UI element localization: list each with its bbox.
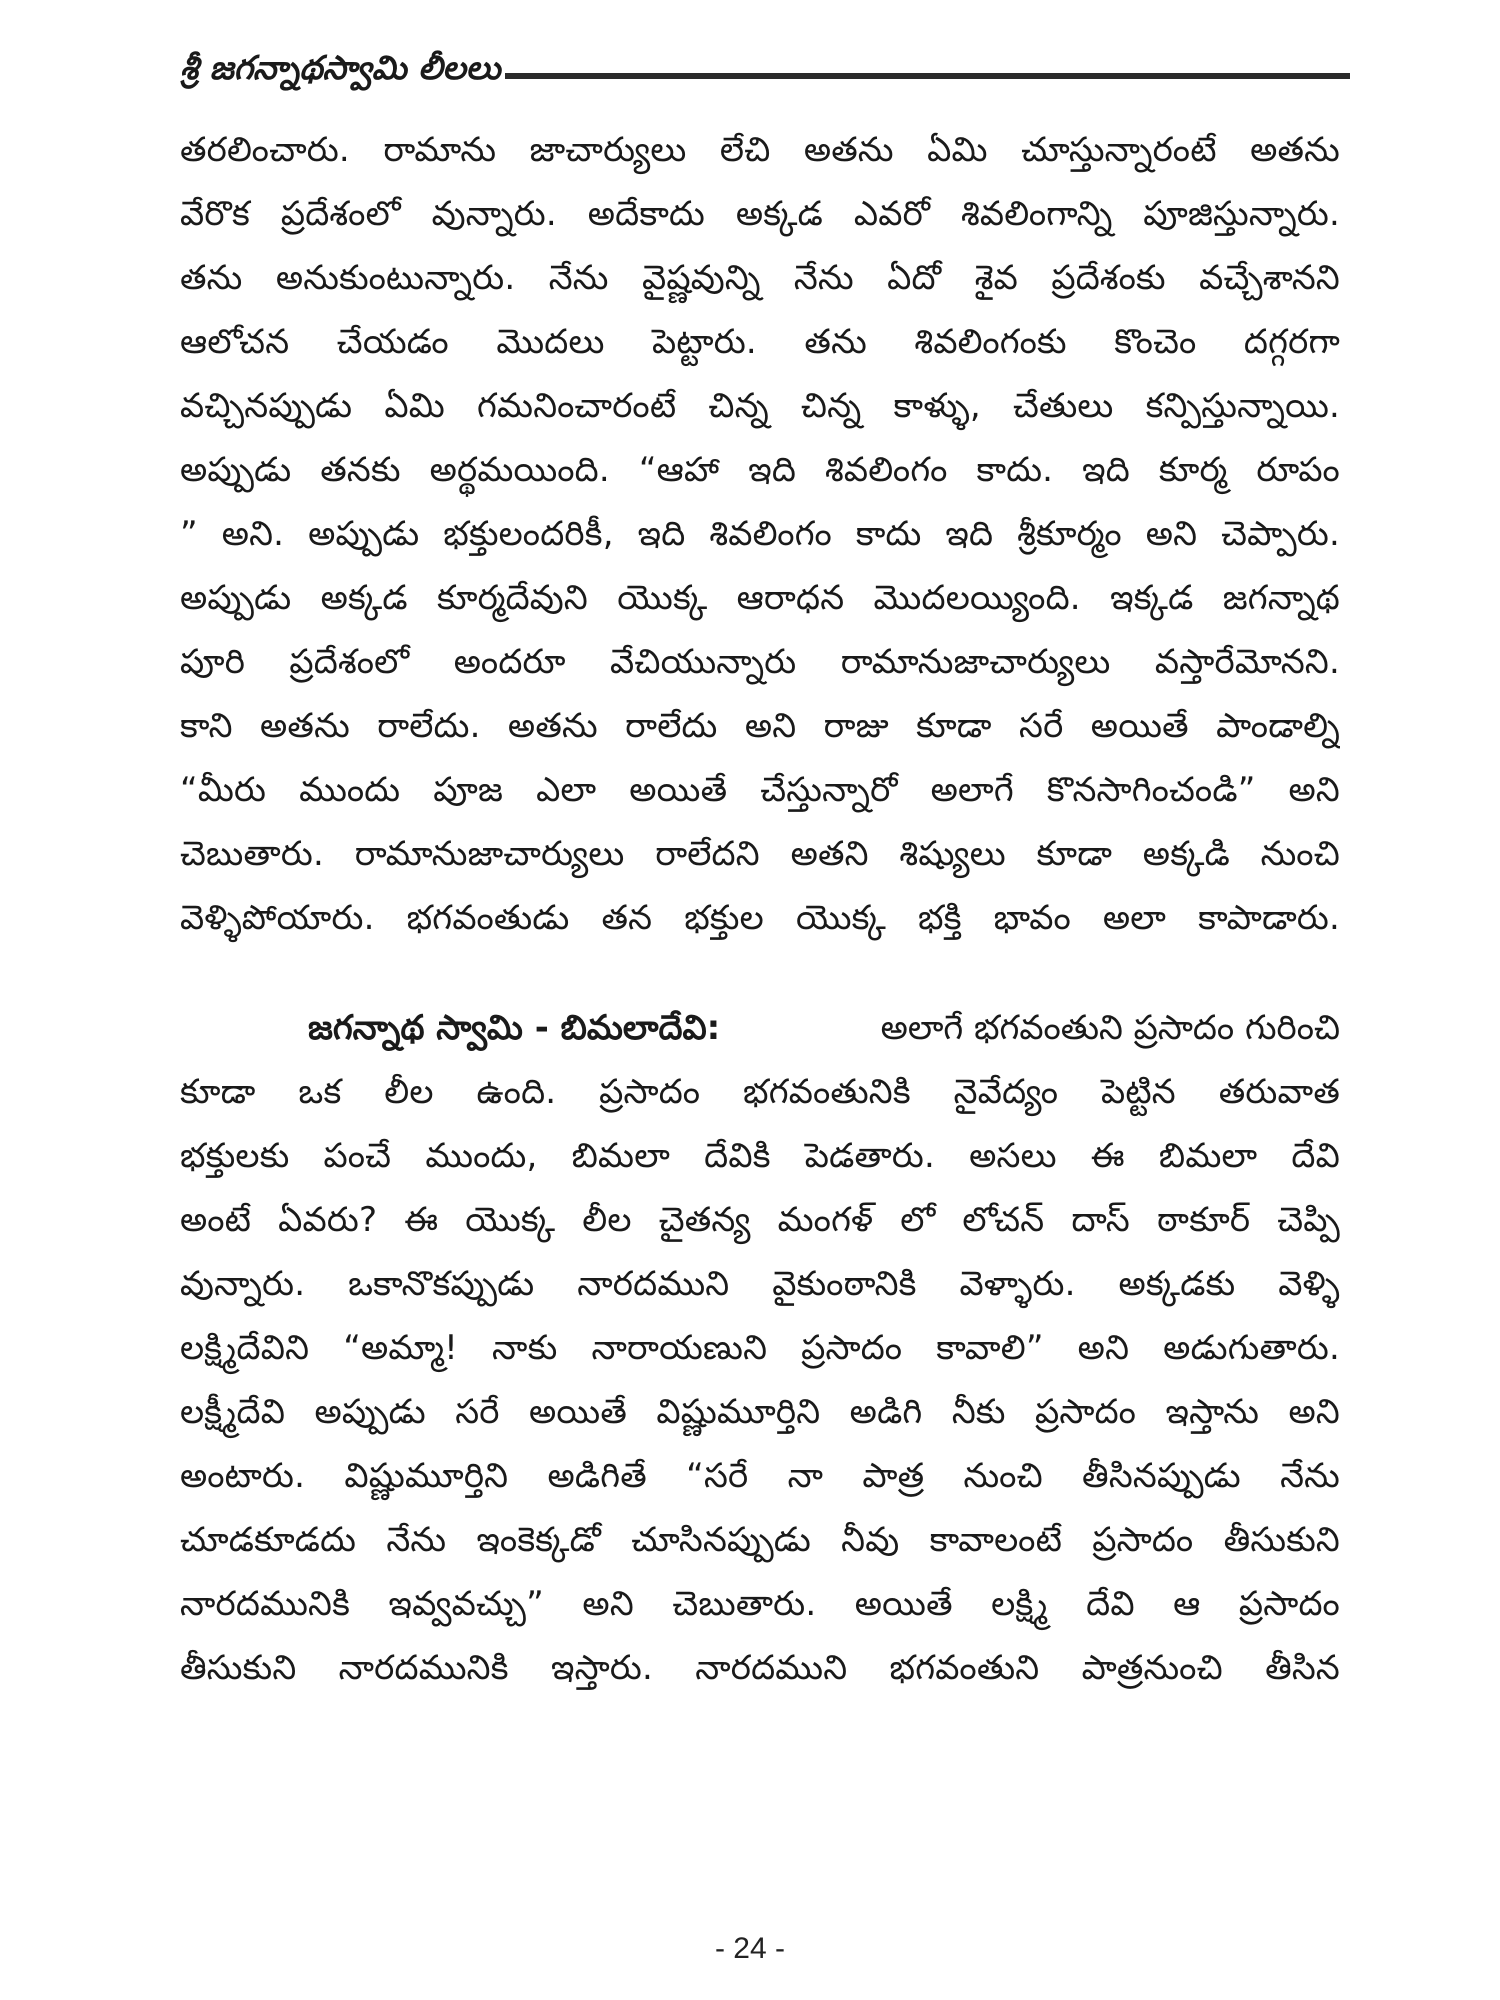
text-line: “మీరు ముందు పూజ ఎలా అయితే చేస్తున్నారో అలాగే కొనసాగించండి” అని <box>180 770 1340 810</box>
text-line: నారదమునికి ఇవ్వవచ్చు” అని చెబుతారు. అయితే లక్ష్మి దేవి ఆ ప్రసాదం <box>180 1584 1340 1624</box>
text-line: అప్పుడు తనకు అర్థమయింది. “ఆహా ఇది శివలింగం కాదు. ఇది కూర్మ రూపం <box>180 450 1340 490</box>
header-rule <box>505 73 1350 79</box>
text-line: కూడా ఒక లీల ఉంది. ప్రసాదం భగవంతునికి నైవేద్యం పెట్టిన తరువాత <box>180 1072 1340 1112</box>
paragraph-2 <box>180 996 1340 1700</box>
text-line: పూరి ప్రదేశంలో అందరూ వేచియున్నారు రామానుజాచార్యులు వస్తారేమోనని. <box>180 642 1340 682</box>
text-line: చూడకూడదు నేను ఇంకెక్కడో చూసినప్పుడు నీవు కావాలంటే ప్రసాదం తీసుకుని <box>180 1520 1340 1560</box>
text-line: వెళ్ళిపోయారు. భగవంతుడు తన భక్తుల యొక్క భక్తి భావం అలా కాపాడారు. <box>180 898 1340 938</box>
text-line: కాని అతను రాలేదు. అతను రాలేదు అని రాజు కూడా సరే అయితే పాండాల్ని <box>180 706 1340 746</box>
text-line: వున్నారు. ఒకానొకప్పుడు నారదముని వైకుంఠానికి వెళ్ళారు. అక్కడకు వెళ్ళి <box>180 1264 1340 1304</box>
text-line: వచ్చినప్పుడు ఏమి గమనించారంటే చిన్న చిన్న కాళ్ళు, చేతులు కన్పిస్తున్నాయి. <box>180 386 1340 426</box>
text-line: ” అని. అప్పుడు భక్తులందరికీ, ఇది శివలింగం కాదు ఇది శ్రీకూర్మం అని చెప్పారు. <box>180 514 1340 554</box>
text-line: తను అనుకుంటున్నారు. నేను వైష్ణవున్ని నేను ఏదో శైవ ప్రదేశంకు వచ్చేశానని <box>180 258 1340 298</box>
text-line: లక్ష్మిదేవిని “అమ్మా! నాకు నారాయణుని ప్రసాదం కావాలి” అని అడుగుతారు. <box>180 1328 1340 1368</box>
text-line: తీసుకుని నారదమునికి ఇస్తారు. నారదముని భగవంతుని పాత్రనుంచి తీసిన <box>180 1648 1340 1688</box>
text-line: తరలించారు. రామాను జాచార్యులు లేచి అతను ఏమి చూస్తున్నారంటే అతను <box>180 130 1340 170</box>
text-line: లక్ష్మీదేవి అప్పుడు సరే అయితే విష్ణుమూర్తిని అడిగి నీకు ప్రసాదం ఇస్తాను అని <box>180 1392 1340 1432</box>
section-heading: జగన్నాథ స్వామి - బిమలాదేవి: <box>308 1008 721 1048</box>
body-text <box>180 118 1340 1700</box>
text-line: చెబుతారు. రామానుజాచార్యులు రాలేదని అతని శిష్యులు కూడా అక్కడి నుంచి <box>180 834 1340 874</box>
paragraph-2-first-line <box>180 996 1340 1060</box>
text-line: ఆలోచన చేయడం మొదలు పెట్టారు. తను శివలింగంకు కొంచెం దగ్గరగా <box>180 322 1340 362</box>
text-line: అప్పుడు అక్కడ కూర్మదేవుని యొక్క ఆరాధన మొదలయ్యింది. ఇక్కడ జగన్నాథ <box>180 578 1340 618</box>
paragraph-gap <box>180 950 1340 996</box>
text-line: అంటే ఏవరు? ఈ యొక్క లీల చైతన్య మంగళ్ లో లోచన్ దాస్ ఠాకూర్ చెప్పి <box>180 1200 1340 1240</box>
page-number: - 24 - <box>714 1932 786 1965</box>
text-line: భక్తులకు పంచే ముందు, బిమలా దేవికి పెడతారు. అసలు ఈ బిమలా దేవి <box>180 1136 1340 1176</box>
paragraph-1 <box>180 118 1340 950</box>
first-line-text: అలాగే భగవంతుని ప్రసాదం గురించి <box>880 1008 1340 1048</box>
header-title: శ్రీ జగన్నాథస్వామి లీలలు <box>180 48 501 87</box>
text-line: అంటారు. విష్ణుమూర్తిని అడిగితే “సరే నా పాత్ర నుంచి తీసినప్పుడు నేను <box>180 1456 1340 1496</box>
text-line: వేరొక ప్రదేశంలో వున్నారు. అదేకాదు అక్కడ ఎవరో శివలింగాన్ని పూజిస్తున్నారు. <box>180 194 1340 234</box>
running-header <box>180 38 1350 88</box>
